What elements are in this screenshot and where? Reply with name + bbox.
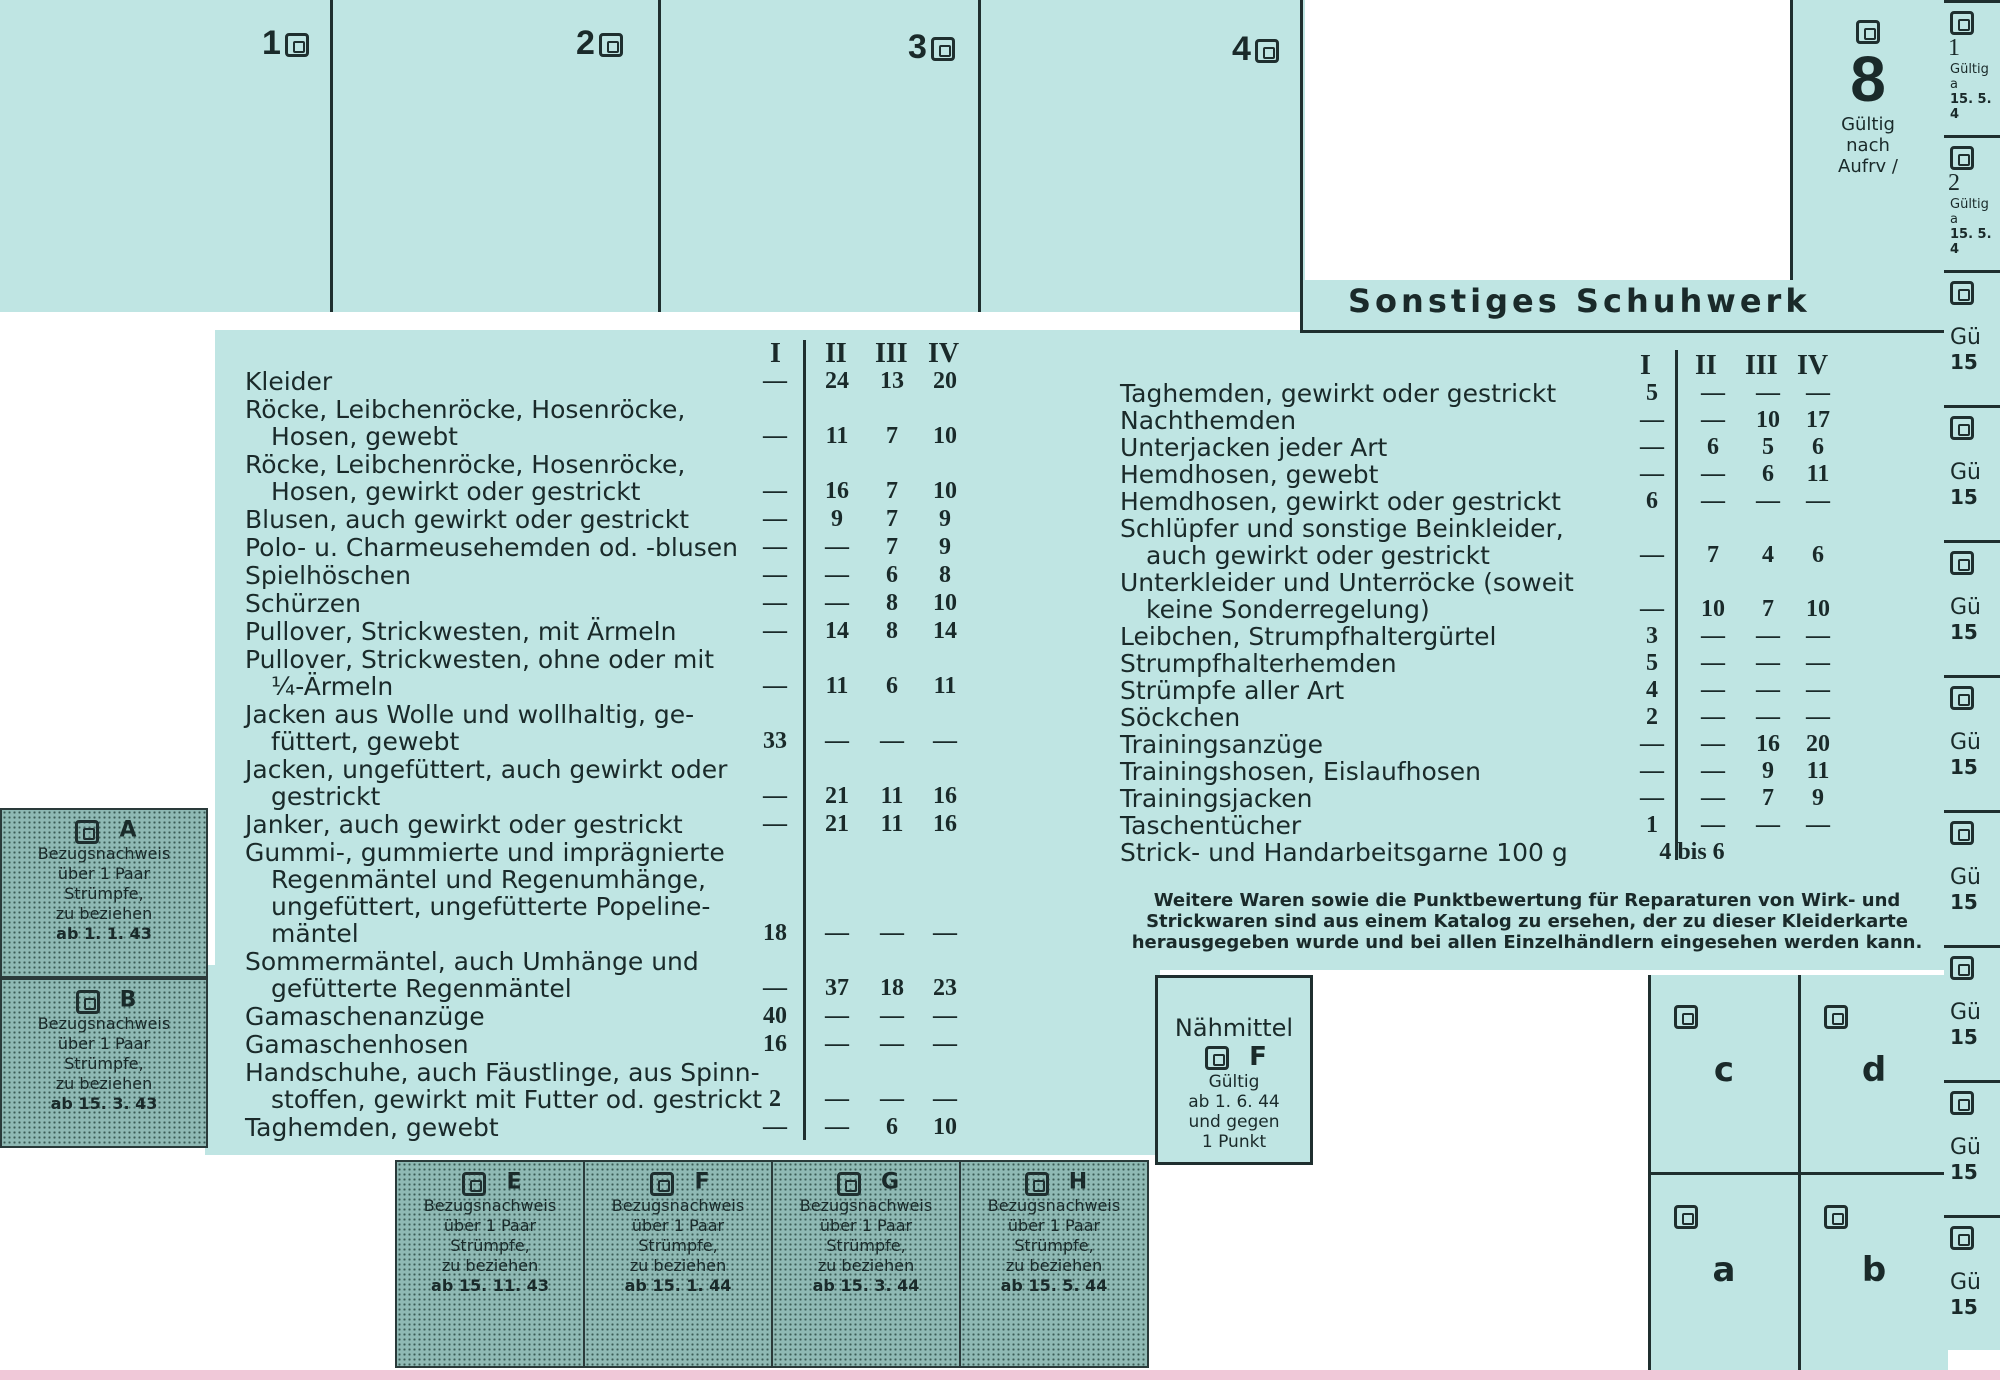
coupon-symbol-icon [1674,1005,1698,1029]
left-item-value: 11 [825,673,849,699]
right-item-value: 17 [1806,407,1830,433]
right-item-label: Trainingsjacken [1120,784,1313,813]
right-coupon: Gü 15 [1944,270,2000,405]
coupon-symbol-icon [1950,281,1974,305]
left-item-value: 18 [880,975,904,1001]
left-item-value: 10 [933,478,957,504]
right-item-value: 7 [1707,542,1719,568]
left-item-label: füttert, gewebt [271,727,460,756]
left-item-value: — [763,478,787,504]
coupon-3: 3 [908,28,955,67]
coupon-symbol-icon [931,37,955,61]
right-item-value: 9 [1812,785,1824,811]
coupon-symbol-icon [650,1172,674,1196]
right-item-value: — [1701,461,1725,487]
coupon-symbol-icon [599,33,623,57]
left-item-value: — [825,1114,849,1140]
right-item-value: — [1756,677,1780,703]
coupon-8-number: 8 [1850,43,1886,115]
letter-coupon-label: b [1861,1250,1887,1290]
naehmittel-title: Nähmittel [1174,1014,1294,1042]
right-item-value: 3 [1646,623,1658,649]
left-item-label: Janker, auch gewirkt oder gestrickt [245,810,683,839]
left-item-value: 24 [825,368,849,394]
letter-coupon-label: d [1861,1050,1887,1090]
right-item-value: 16 [1756,731,1780,757]
left-item-value: 6 [886,1114,898,1140]
footnote: Weitere Waren sowie die Punktbewertung für Reparaturen von Wirk- und Strickwaren sind aus einem Katalog zu ersehen, der zu dieser Kleiderkarte herausgegeben wurde und bei allen Einzelhändlern eingesehen werden kann. [1131,890,1923,953]
left-item-label: Röcke, Leibchenröcke, Hosenröcke, [245,395,686,424]
left-item-value: 20 [933,368,957,394]
left-item-label: ungefüttert, ungefütterte Popeline- [271,892,711,921]
left-item-label: Hosen, gewebt [271,422,458,451]
right-item-value: — [1701,407,1725,433]
left-item-value: — [763,1114,787,1140]
coupon-symbol-icon [1950,11,1974,35]
left-item-value: — [763,368,787,394]
right-item-value: — [1640,758,1664,784]
left-item-value: 6 [886,562,898,588]
letter-coupon-b [1800,1175,1948,1372]
naehmittel-coupon: Nähmittel F Gültig ab 1. 6. 44 und gegen 1 Punkt [1155,975,1313,1165]
right-item-value: — [1640,731,1664,757]
left-item-value: — [825,1031,849,1057]
right-item-value: — [1806,380,1830,406]
left-item-value: 8 [886,590,898,616]
col-header-i: I [770,338,781,369]
left-item-value: 9 [939,534,951,560]
coupon-symbol-icon [1950,686,1974,710]
right-item-value: — [1806,623,1830,649]
stocking-stub-g: G Bezugsnachweis über 1 Paar Strümpfe, zu beziehen ab 15. 3. 44 [771,1160,961,1368]
right-item-value: — [1806,677,1830,703]
card-edge [0,1370,2000,1380]
letter-coupon-c [1650,975,1798,1172]
right-item-value: 4 [1762,542,1774,568]
right-item-value: 5 [1646,380,1658,406]
right-item-value: — [1701,704,1725,730]
left-item-value: 7 [886,423,898,449]
right-item-label: Strick- und Handarbeitsgarne 100 g [1120,838,1568,867]
left-item-label: Gamaschenanzüge [245,1002,485,1031]
left-item-value: 10 [933,423,957,449]
left-item-value: — [880,1086,904,1112]
left-item-label: ¼-Ärmeln [271,672,394,701]
left-item-label: Pullover, Strickwesten, ohne oder mit [245,645,715,674]
right-item-value: — [1756,488,1780,514]
col-header-ii: II [825,338,847,369]
right-item-value: — [1701,380,1725,406]
right-item-value: 6 [1707,434,1719,460]
right-item-label: Unterjacken jeder Art [1120,433,1388,462]
right-item-value: 9 [1762,758,1774,784]
right-item-label: Unterkleider und Unterröcke (soweit [1120,568,1574,597]
coupon-symbol-icon [285,33,309,57]
left-item-label: Gummi-, gummierte und imprägnierte [245,838,725,867]
coupon-1: 1 [262,24,309,63]
stocking-stub-b: B Bezugsnachweis über 1 Paar Strümpfe, zu beziehen ab 15. 3. 43 [0,978,208,1148]
right-item-value: — [1640,542,1664,568]
left-item-value: 16 [825,478,849,504]
left-item-value: 11 [880,811,904,837]
left-item-value: — [933,1086,957,1112]
right-coupon: Gü 15 [1944,540,2000,675]
left-item-value: — [825,920,849,946]
coupon-symbol-icon [1950,1091,1974,1115]
right-item-value: — [1806,704,1830,730]
right-item-label: Taghemden, gewirkt oder gestrickt [1120,379,1557,408]
left-item-value: 2 [769,1086,781,1112]
right-coupon: Gü 15 [1944,1080,2000,1215]
left-item-value: 16 [763,1031,787,1057]
left-item-label: Polo- u. Charmeusehemden od. -blusen [245,533,738,562]
right-item-value: 11 [1806,461,1830,487]
left-item-label: Sommermäntel, auch Umhänge und [245,947,699,976]
left-item-value: — [825,1086,849,1112]
right-item-value: — [1640,461,1664,487]
left-item-value: — [763,811,787,837]
coupon-8 [1793,20,1943,177]
left-item-value: — [825,590,849,616]
right-item-value: 10 [1756,407,1780,433]
left-item-value: 18 [763,920,787,946]
left-item-value: 37 [825,975,849,1001]
left-item-value: 11 [825,423,849,449]
right-item-value: — [1756,623,1780,649]
letter-coupon-label: a [1712,1250,1736,1290]
left-item-label: Röcke, Leibchenröcke, Hosenröcke, [245,450,686,479]
right-item-value: — [1756,812,1780,838]
right-item-label: Söckchen [1120,703,1241,732]
right-item-value: 4 [1646,677,1658,703]
left-item-value: 14 [825,618,849,644]
left-item-value: — [880,728,904,754]
right-item-value: — [1701,650,1725,676]
coupon-symbol-icon [1950,146,1974,170]
right-item-value: 7 [1762,596,1774,622]
left-item-label: Schürzen [245,589,361,618]
left-item-label: Jacken aus Wolle und wollhaltig, ge- [245,700,695,729]
left-item-value: 8 [886,618,898,644]
left-item-value: — [763,975,787,1001]
col-header-ii: II [1695,350,1717,381]
right-item-value: — [1701,677,1725,703]
col-header-iii: III [875,338,908,369]
left-item-value: 11 [933,673,957,699]
left-item-label: Blusen, auch gewirkt oder gestrickt [245,505,690,534]
right-item-label: Schlüpfer und sonstige Beinkleider, [1120,514,1564,543]
left-item-value: — [880,1031,904,1057]
coupon-symbol-icon [1950,956,1974,980]
left-item-value: 9 [831,506,843,532]
right-item-value: — [1640,407,1664,433]
right-item-value: — [1806,650,1830,676]
coupon-symbol-icon [1950,821,1974,845]
left-item-label: stoffen, gewirkt mit Futter od. gestrickt [271,1085,763,1114]
right-item-value: — [1640,596,1664,622]
coupon-symbol-icon [1824,1205,1848,1229]
stocking-stub-e: E Bezugsnachweis über 1 Paar Strümpfe, zu beziehen ab 15. 11. 43 [395,1160,585,1368]
stocking-stub-h: H Bezugsnachweis über 1 Paar Strümpfe, zu beziehen ab 15. 5. 44 [959,1160,1149,1368]
letter-coupon-label: c [1713,1050,1735,1090]
left-item-value: — [933,1031,957,1057]
right-coupon: 1 Gültig a 15. 5. 4 [1944,0,2000,135]
left-item-value: — [763,590,787,616]
left-item-value: 40 [763,1003,787,1029]
left-item-label: Pullover, Strickwesten, mit Ärmeln [245,617,677,646]
left-item-value: 21 [825,783,849,809]
right-item-label: Strümpfe aller Art [1120,676,1345,705]
left-item-value: 16 [933,811,957,837]
col-header-i: I [1640,350,1651,381]
col-header-iv: IV [1797,350,1829,381]
right-item-value: 5 [1646,650,1658,676]
left-item-value: 10 [933,590,957,616]
left-item-value: — [825,534,849,560]
left-item-value: 23 [933,975,957,1001]
left-item-value: — [825,728,849,754]
left-item-label: Regenmäntel und Regenumhänge, [271,865,706,894]
right-item-value: 11 [1806,758,1830,784]
coupon-symbol-icon [1950,416,1974,440]
right-item-value: — [1701,731,1725,757]
left-item-label: Handschuhe, auch Fäustlinge, aus Spinn- [245,1058,760,1087]
right-item-value: 6 [1762,461,1774,487]
right-item-value: 7 [1762,785,1774,811]
right-coupon: Gü 15 [1944,675,2000,810]
right-item-value: — [1806,488,1830,514]
right-item-label: Hemdhosen, gewebt [1120,460,1379,489]
right-item-value: 20 [1806,731,1830,757]
right-item-label: Taschentücher [1120,811,1302,840]
left-item-value: 16 [933,783,957,809]
right-coupon: Gü 15 [1944,1215,2000,1350]
right-item-value: — [1806,812,1830,838]
top-coupon-strip [0,0,1305,312]
coupon-symbol-icon [1950,1226,1974,1250]
left-item-value: 7 [886,506,898,532]
left-item-value: — [763,423,787,449]
right-item-label: auch gewirkt oder gestrickt [1146,541,1490,570]
left-item-value: — [763,618,787,644]
left-item-value: 10 [933,1114,957,1140]
right-item-label: keine Sonderregelung) [1146,595,1430,624]
right-item-value: 5 [1762,434,1774,460]
right-item-value: — [1701,785,1725,811]
left-item-value: — [880,920,904,946]
right-item-value: — [1756,650,1780,676]
right-item-value: — [1701,812,1725,838]
col-header-iv: IV [928,338,960,369]
right-item-value: — [1701,623,1725,649]
section-title: Sonstiges Schuhwerk [1348,282,1811,320]
coupon-2: 2 [576,24,623,63]
left-item-value: — [763,534,787,560]
left-item-value: — [880,1003,904,1029]
right-item-value: 10 [1701,596,1725,622]
coupon-8-label: Aufrv / [1838,156,1898,177]
left-item-value: — [763,783,787,809]
coupon-symbol-icon [76,990,100,1014]
right-item-value: — [1701,758,1725,784]
right-item-value: — [1756,704,1780,730]
right-item-value: 2 [1646,704,1658,730]
left-item-label: Taghemden, gewebt [245,1113,499,1142]
left-item-value: 6 [886,673,898,699]
right-item-value: — [1640,434,1664,460]
right-item-value: 6 [1812,542,1824,568]
left-item-value: — [933,728,957,754]
left-item-label: gefütterte Regenmäntel [271,974,572,1003]
left-item-label: gestrickt [271,782,381,811]
left-item-value: — [763,562,787,588]
coupon-symbol-icon [1950,551,1974,575]
right-coupon: Gü 15 [1944,405,2000,540]
right-item-value: 10 [1806,596,1830,622]
stocking-stub-a: A Bezugsnachweis über 1 Paar Strümpfe, zu beziehen ab 1. 1. 43 [0,808,208,978]
left-item-label: Jacken, ungefüttert, auch gewirkt oder [245,755,728,784]
coupon-symbol-icon [462,1172,486,1196]
left-item-value: — [825,1003,849,1029]
right-item-value: — [1756,380,1780,406]
coupon-symbol-icon [1205,1046,1229,1070]
right-item-value: 4 bis 6 [1659,839,1725,865]
left-item-value: — [763,506,787,532]
right-coupon: 2 Gültig a 15. 5. 4 [1944,135,2000,270]
coupon-symbol-icon [75,820,99,844]
right-item-value: — [1701,488,1725,514]
left-item-value: — [825,562,849,588]
right-item-value: 6 [1646,488,1658,514]
right-coupon: Gü 15 [1944,810,2000,945]
left-item-value: 8 [939,562,951,588]
letter-coupon-a [1650,1175,1798,1372]
right-item-label: Trainingsanzüge [1120,730,1324,759]
coupon-8-label: Gültig [1841,114,1895,135]
naehmittel-letter: F [1158,1042,1310,1072]
left-item-value: 7 [886,478,898,504]
left-item-value: 13 [880,368,904,394]
coupon-symbol-icon [1025,1172,1049,1196]
left-item-label: Hosen, gewirkt oder gestrickt [271,477,641,506]
right-item-value: 6 [1812,434,1824,460]
right-coupon: Gü 15 [1944,945,2000,1080]
left-item-label: Gamaschenhosen [245,1030,469,1059]
left-item-value: 21 [825,811,849,837]
coupon-4: 4 [1232,30,1279,69]
left-item-value: 9 [939,506,951,532]
coupon-symbol-icon [1824,1005,1848,1029]
left-item-label: mäntel [271,919,359,948]
left-item-value: — [933,1003,957,1029]
coupon-8-label: nach [1846,135,1890,156]
col-header-iii: III [1745,350,1778,381]
stocking-stub-f: F Bezugsnachweis über 1 Paar Strümpfe, zu beziehen ab 15. 1. 44 [583,1160,773,1368]
letter-coupon-d [1800,975,1948,1172]
right-item-label: Leibchen, Strumpfhaltergürtel [1120,622,1497,651]
coupon-symbol-icon [837,1172,861,1196]
left-item-value: 33 [763,728,787,754]
coupon-symbol-icon [1856,20,1880,44]
left-item-value: 14 [933,618,957,644]
right-item-label: Hemdhosen, gewirkt oder gestrickt [1120,487,1561,516]
right-item-value: — [1640,785,1664,811]
coupon-symbol-icon [1255,39,1279,63]
left-item-value: — [933,920,957,946]
right-item-label: Nachthemden [1120,406,1297,435]
left-item-label: Spielhöschen [245,561,411,590]
left-item-value: 7 [886,534,898,560]
left-item-label: Kleider [245,367,333,396]
right-item-value: 1 [1646,812,1658,838]
left-item-value: 11 [880,783,904,809]
right-item-label: Trainingshosen, Eislaufhosen [1120,757,1482,786]
coupon-symbol-icon [1674,1205,1698,1229]
left-item-value: — [763,673,787,699]
right-item-label: Strumpfhalterhemden [1120,649,1397,678]
